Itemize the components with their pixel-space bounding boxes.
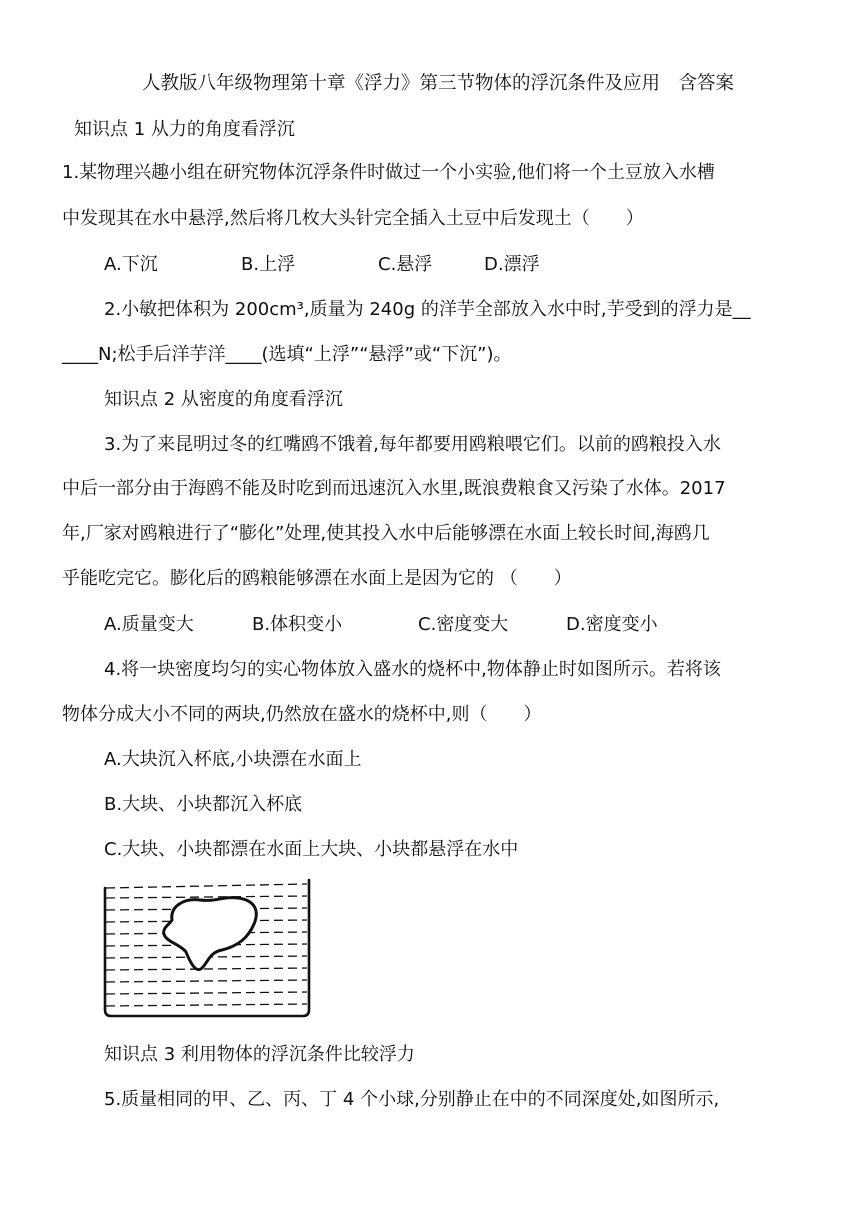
question-4-line-2: 物体分成大小不同的两块,仍然放在盛水的烧杯中,则（ ） xyxy=(62,704,542,725)
question-4-option-a: A.大块沉入杯底,小块漂在水面上 xyxy=(104,749,362,770)
question-4-option-b: B.大块、小块都沉入杯底 xyxy=(104,794,303,815)
question-3-option-a: A.质量变大 xyxy=(104,614,194,635)
question-1-option-c: C.悬浮 xyxy=(378,254,433,275)
question-3-line-2: 中后一部分由于海鸥不能及时吃到而迅速沉入水里,既浪费粮食又污染了水体。2017 xyxy=(62,478,726,499)
document-title: 人教版八年级物理第十章《浮力》第三节物体的浮沉条件及应用 含答案 xyxy=(142,73,735,94)
floating-object xyxy=(164,898,257,970)
question-3-option-d: D.密度变小 xyxy=(566,614,658,635)
question-3-option-b: B.体积变小 xyxy=(252,614,343,635)
section-heading-3: 知识点 3 利用物体的浮沉条件比较浮力 xyxy=(104,1044,415,1065)
question-4-option-c: C.大块、小块都漂在水面上大块、小块都悬浮在水中 xyxy=(104,839,519,860)
beaker-figure xyxy=(100,878,320,1020)
question-3-line-1: 3.为了来昆明过冬的红嘴鸥不饿着,每年都要用鸥粮喂它们。以前的鸥粮投入水 xyxy=(104,434,721,455)
question-3-option-c: C.密度变大 xyxy=(418,614,509,635)
question-2-line-2: ____N;松手后洋芋洋____(选填“上浮”“悬浮”或“下沉”)。 xyxy=(62,344,512,365)
question-1-option-b: B.上浮 xyxy=(241,254,296,275)
section-heading-1: 知识点 1 从力的角度看浮沉 xyxy=(74,119,295,140)
question-4-line-1: 4.将一块密度均匀的实心物体放入盛水的烧杯中,物体静止时如图所示。若将该 xyxy=(104,659,721,680)
section-heading-2: 知识点 2 从密度的角度看浮沉 xyxy=(104,389,343,410)
question-1-option-a: A.下沉 xyxy=(104,254,158,275)
question-1-line-2: 中发现其在水中悬浮,然后将几枚大头针完全插入土豆中后发现土（ ） xyxy=(62,208,644,229)
question-2-line-1: 2.小敏把体积为 200cm³,质量为 240g 的洋芋全部放入水中时,芋受到的浮力是__ xyxy=(104,299,751,320)
question-3-line-4: 乎能吃完它。膨化后的鸥粮能够漂在水面上是因为它的 （ ） xyxy=(62,568,572,589)
question-5-line-1: 5.质量相同的甲、乙、丙、丁 4 个小球,分别静止在中的不同深度处,如图所示, xyxy=(104,1089,720,1110)
question-3-line-3: 年,厂家对鸥粮进行了“膨化”处理,使其投入水中后能够漂在水面上较长时间,海鸥几 xyxy=(62,523,710,544)
question-1-line-1: 1.某物理兴趣小组在研究物体沉浮条件时做过一个小实验,他们将一个土豆放入水槽 xyxy=(62,162,715,183)
question-1-option-d: D.漂浮 xyxy=(484,254,540,275)
